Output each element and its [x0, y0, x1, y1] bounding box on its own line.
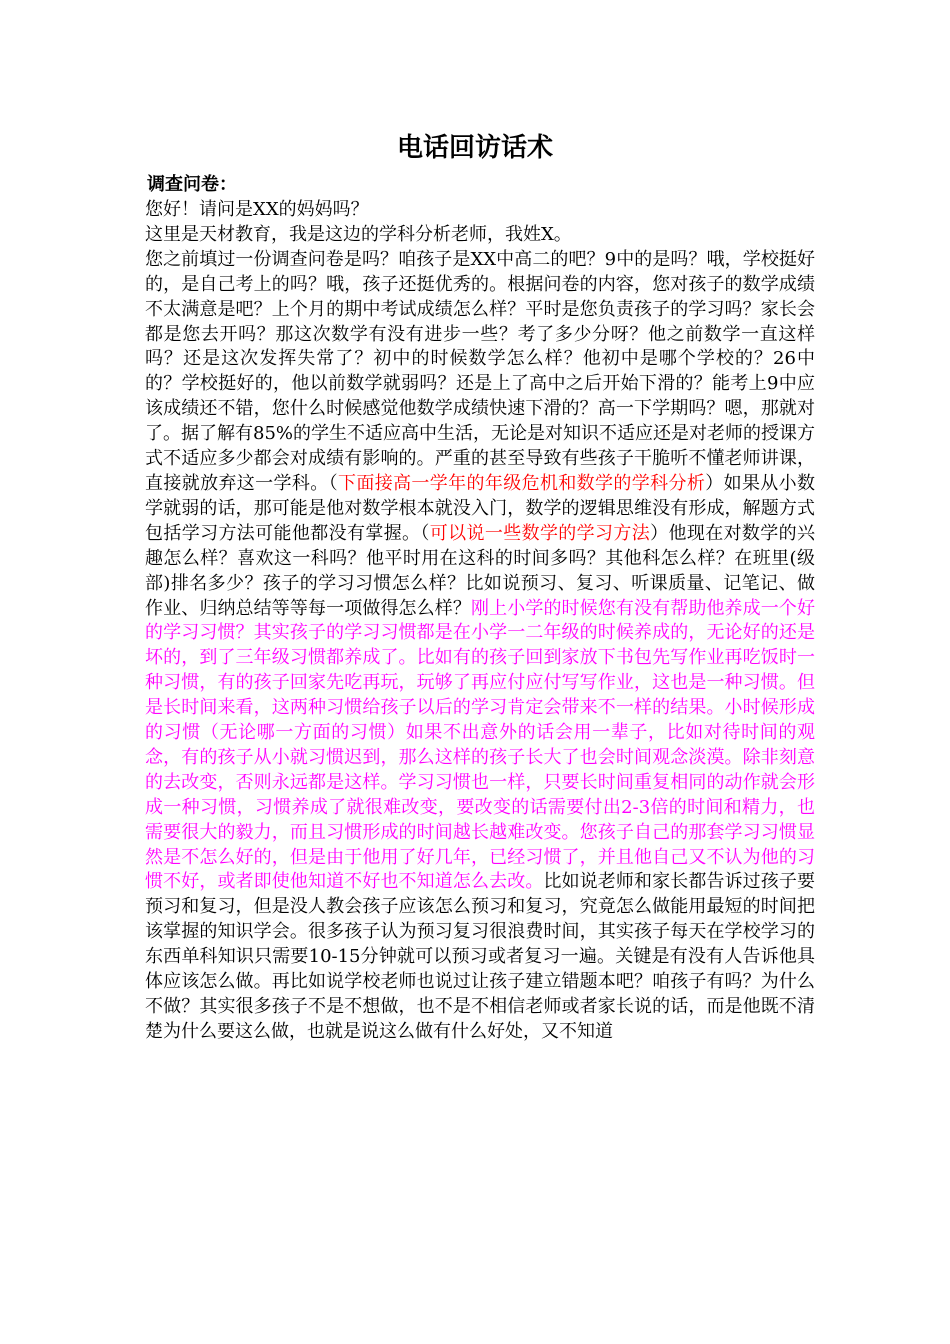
intro-line: 这里是天材教育，我是这边的学科分析老师，我姓X。	[145, 223, 572, 245]
paragraph-text-a: 您之前填过一份调查问卷是吗？咱孩子是XX中高二的吧？9中的是吗？哦，学校挺好的，是自己考上的吗？哦，孩子还挺优秀的。根据问卷的内容，您对孩子的数学成绩不太满意是吧？上个月的期中考试成绩怎么样？平时是您负责孩子的学习吗？家长会都是您去开吗？那这次数学有没有进步一些？考了多少分呀？他之前数学一直这样吗？还是这次发挥失常了？初中的时候数学怎么样？他初中是哪个学校的？26中的？学校挺好的，他以前数学就弱吗？还是上了高中之后开始下滑的？能考上9中应该成绩还不错，您什么时候感觉他数学成绩快速下滑的？高一下学期吗？嗯，那就对了。据了解有85%的学生不适应高中生活，无论是对知识不适应还是对老师的授课方式不适应多少都会对成绩有影响的。严重的甚至导致有些孩子干脆听不懂老师讲课，直接就放弃这一学科。（	[145, 248, 816, 494]
greeting-line: 您好！请问是XX的妈妈吗？	[145, 199, 369, 220]
red-note-study-methods: 可以说一些数学的学习方法	[429, 522, 651, 544]
section-label: 调查问卷：	[147, 174, 237, 195]
main-paragraph	[145, 248, 815, 1045]
document-body	[145, 198, 815, 1045]
paragraph-text-b: ）如果从小数学就弱的话，那可能是他对数学根本就没入门，数学的逻辑思维没有形成，解题方式包括学习方法可能他都没有掌握。（	[145, 472, 816, 544]
paragraph-text-d: 比如说老师和家长都告诉过孩子要预习和复习，但是没人教会孩子应该怎么预习和复习，究竟怎么做能用最短的时间把该掌握的知识学会。很多孩子认为预习复习很浪费时间，其实孩子每天在学校学习的东西单科知识只需要10-15分钟就可以预习或者复习一遍。关键是有没有人告诉他具体应该怎么做。再比如说学校老师也说过让孩子建立错题本吧？咱孩子有吗？为什么不做？其实很多孩子不是不想做，也不是不相信老师或者家长说的话，而是他既不清楚为什么要这么做，也就是说这么做有什么好处，又不知道	[145, 871, 816, 1042]
page-title: 电话回访话术	[396, 133, 553, 163]
pink-note-study-habits: 刚上小学的时候您有没有帮助他养成一个好的学习习惯？其实孩子的学习习惯都是在小学一二年级的时候养成的，无论好的还是坏的，到了三年级习惯都养成了。比如有的孩子回到家放下书包先写作业再吃饭时一种习惯，有的孩子回家先吃再玩，玩够了再应付应付写写作业，这也是一种习惯。但是长时间来看，这两种习惯给孩子以后的学习肯定会带来不一样的结果。小时候形成的习惯（无论哪一方面的习惯）如果不出意外的话会用一辈子，比如对待时间的观念，有的孩子从小就习惯迟到，那么这样的孩子长大了也会时间观念淡漠。除非刻意的去改变，否则永远都是这样。学习习惯也一样，只要长时间重复相同的动作就会形成一种习惯，习惯养成了就很难改变，要改变的话需要付出2-3倍的时间和精力，也需要很大的毅力，而且习惯形成的时间越长越难改变。您孩子自己的那套学习习惯显然是不怎么好的，但是由于他用了好几年，已经习惯了，并且他自己又不认为他的习惯不好，或者即使他知道不好也不知道怎么去改。	[145, 597, 815, 893]
paragraph-text-c: ）他现在对数学的兴趣怎么样？喜欢这一科吗？他平时用在这科的时间多吗？其他科怎么样？在班里(级部)排名多少？孩子的学习习惯怎么样？比如说预习、复习、听课质量、记笔记、做作业、归纳总结等等每一项做得怎么样？	[145, 522, 816, 619]
red-note-grade-analysis: 下面接高一学年的年级危机和数学的学科分析	[337, 472, 706, 494]
